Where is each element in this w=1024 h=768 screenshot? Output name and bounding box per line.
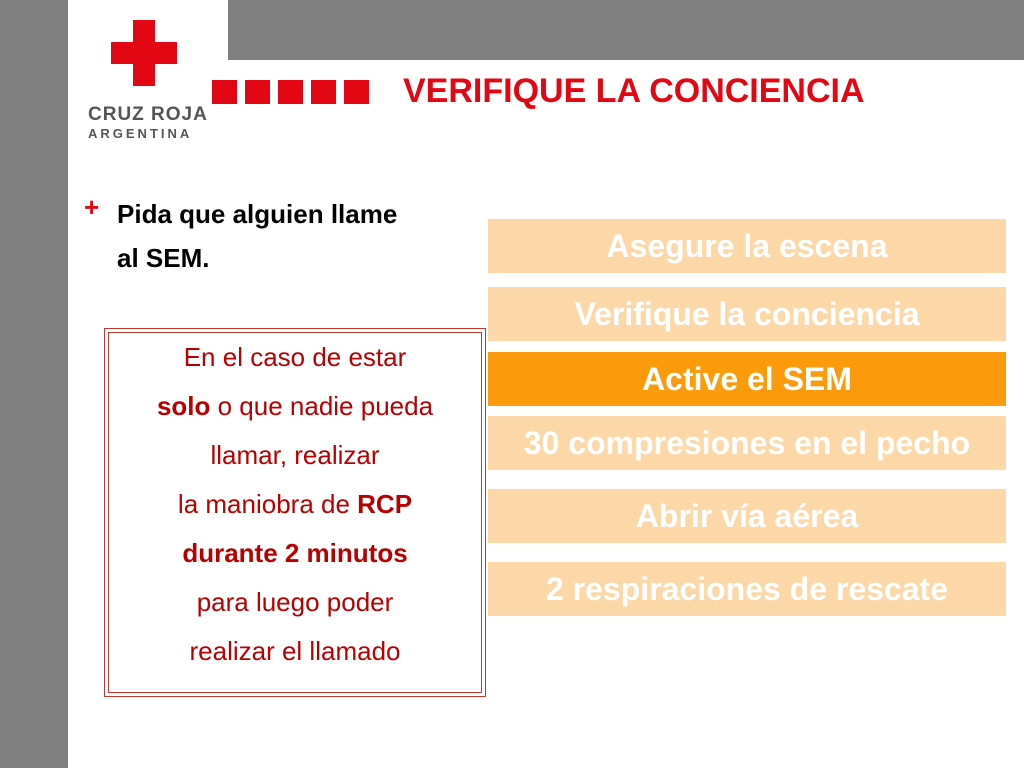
note-text: la maniobra de [177, 489, 358, 519]
decoration-square [344, 80, 369, 104]
note-line [109, 480, 481, 529]
step-item [488, 219, 1006, 273]
note-line: para luego poder [196, 587, 394, 617]
note-line [109, 382, 481, 431]
note-line: llamar, realizar [210, 440, 380, 470]
left-gray-bar [0, 0, 68, 768]
decoration-square [245, 80, 270, 104]
red-cross-icon [111, 20, 177, 86]
step-label: Asegure la escena [606, 227, 888, 264]
step-item [488, 562, 1006, 616]
slide-title: VERIFIQUE LA CONCIENCIA [403, 72, 865, 110]
step-label: Active el SEM [642, 360, 852, 397]
note-line [109, 529, 481, 578]
decoration-square [278, 80, 303, 104]
step-item-active [488, 352, 1006, 406]
step-item [488, 416, 1006, 470]
note-bold: durante 2 minutos [182, 538, 408, 568]
bullet-text [117, 192, 497, 280]
step-item [488, 287, 1006, 341]
step-item [488, 489, 1006, 543]
cruz-roja-logo [68, 0, 228, 160]
step-label: Verifique la conciencia [574, 295, 920, 332]
top-gray-bar [228, 0, 1024, 60]
bullet-line: al SEM. [117, 243, 210, 273]
logo-text-line1: CRUZ ROJA [88, 104, 208, 125]
step-label: Abrir vía aérea [635, 497, 859, 534]
decoration-square [212, 80, 237, 104]
note-bold: RCP [357, 489, 413, 519]
note-line: En el caso de estar [183, 342, 407, 372]
note-line: realizar el llamado [189, 636, 401, 666]
bullet-plus-icon: + [84, 192, 100, 222]
note-text: o que nadie pueda [210, 391, 434, 421]
step-label: 30 compresiones en el pecho [523, 424, 971, 461]
decoration-square [311, 80, 336, 104]
step-label: 2 respiraciones de rescate [545, 570, 948, 607]
title-decoration-squares [212, 80, 369, 104]
note-box [108, 332, 482, 693]
note-bold: solo [156, 391, 211, 421]
logo-text-line2: ARGENTINA [88, 126, 193, 141]
bullet-line: Pida que alguien llame [117, 199, 398, 229]
